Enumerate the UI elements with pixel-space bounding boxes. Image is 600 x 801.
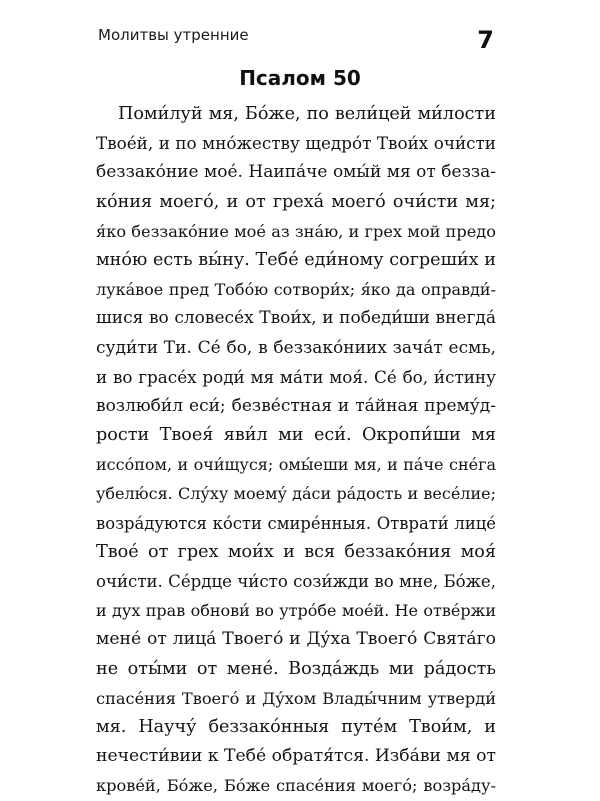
text-line: не оты́ми от мене́. Возда́ждь ми ра́дость — [96, 658, 496, 679]
text-line: очи́сти. Се́рдце чи́сто сози́жди во мне, Бо́же, — [96, 572, 496, 591]
text-line: нечести́вии к Тебе́ обратя́тся. Изба́ви мя от — [96, 746, 496, 767]
text-line: убелю́ся. Слу́ху моему́ да́си ра́дость и весе́лие; — [96, 484, 496, 504]
psalm-text — [96, 100, 496, 801]
psalm-title: Псалом 50 — [239, 66, 361, 90]
text-line: мно́ю есть вы́ну. Тебе́ еди́ному согреши́х и — [96, 249, 496, 270]
text-line: беззако́ние мое́. Наипа́че омы́й мя от безза- — [96, 162, 496, 183]
text-line: мене́ от лица́ Твоего́ и Ду́ха Твоего́ Свята́го — [96, 629, 496, 650]
section-title: Молитвы утренние — [98, 26, 249, 44]
text-line: мя. Научу́ беззако́нныя путе́м Твои́м, и — [96, 716, 496, 737]
text-line: Твое́й, и по мно́жеству щедро́т Твои́х очи́сти — [96, 133, 496, 154]
text-line: лука́вое пред Тобо́ю сотвори́х; я́ко да оправди́- — [96, 280, 496, 300]
text-line: возлюби́л еси́; безве́стная и та́йная прему́д- — [96, 395, 496, 416]
text-line: шися во словесе́х Твои́х, и победи́ши внегда́ — [96, 308, 496, 329]
page-number: 7 — [477, 26, 494, 54]
text-line: Твое́ от грех мои́х и вся беззако́ния моя́ — [96, 541, 496, 562]
text-line: ко́ния моего́, и от греха́ моего́ очи́сти мя; — [96, 191, 496, 212]
text-line: я́ко беззако́ние мое́ аз зна́ю, и грех мой предо — [96, 221, 496, 241]
text-line: возра́дуются ко́сти смире́нныя. Отврати́ лице́ — [96, 513, 496, 533]
text-line: рости Твоея́ яви́л ми еси́. Окропи́ши мя — [96, 425, 496, 446]
text-line: спасе́ния Твоего́ и Ду́хом Влады́чним утверди́ — [96, 688, 496, 708]
text-line: крове́й, Бо́же, Бо́же спасе́ния моего́; возра́ду- — [96, 776, 496, 796]
text-line: суди́ти Ти. Се́ бо, в беззако́ниих зача́т есмь, — [96, 337, 496, 358]
text-line: иссо́пом, и очи́щуся; омы́еши мя, и па́че сне́га — [96, 455, 496, 475]
text-line: и во грасе́х роди́ мя ма́ти моя́. Се́ бо, и́стину — [96, 366, 496, 387]
text-line: и дух прав обнови́ во утро́бе мое́й. Не отве́ржи — [96, 601, 496, 621]
running-header — [96, 16, 494, 54]
text-line: Поми́луй мя, Бо́же, по вели́цей ми́лости — [118, 104, 496, 124]
